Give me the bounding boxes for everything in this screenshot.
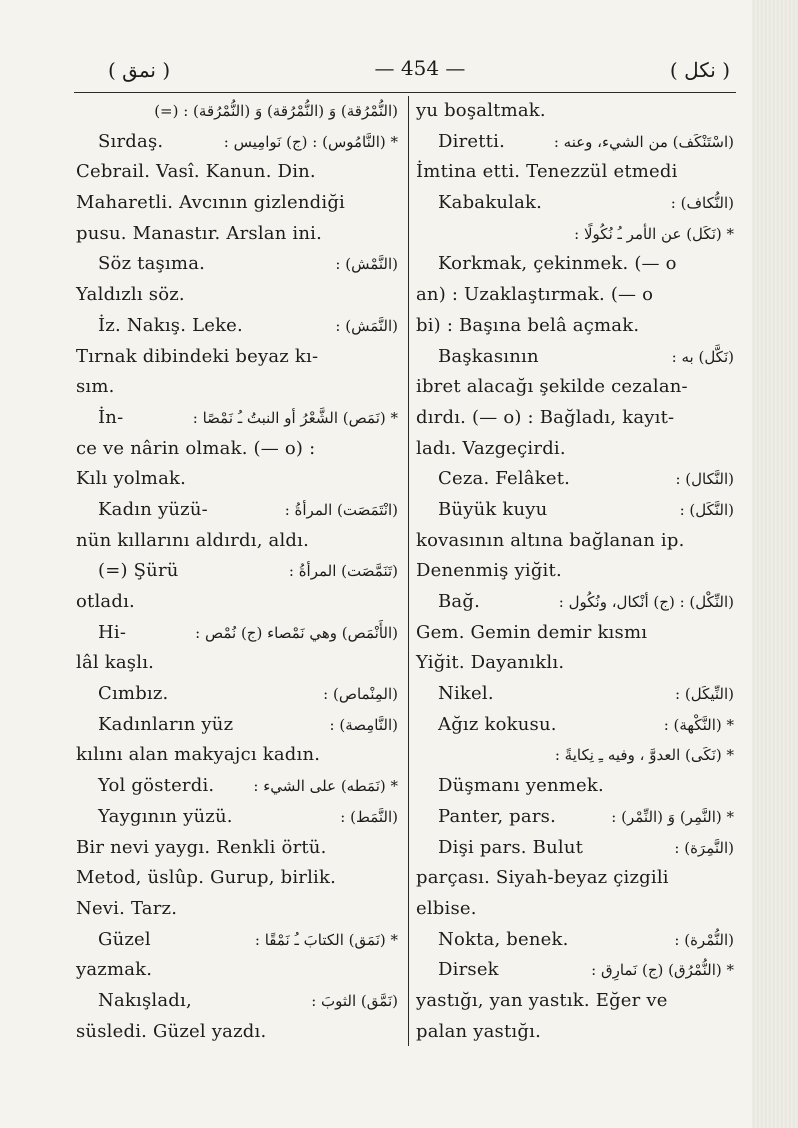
dictionary-line (76, 618, 398, 649)
entry-text: Ceza. Felâket. (438, 468, 571, 490)
dictionary-line (416, 188, 734, 219)
dictionary-line (416, 618, 734, 649)
arabic-headword: (النَّامِصة) : (329, 715, 398, 734)
entry-text: kılını alan makyajcı kadın. (76, 744, 321, 766)
dictionary-line (416, 925, 734, 956)
entry-text: Bağ. (438, 591, 481, 612)
dictionary-line (416, 157, 734, 188)
arabic-headword: * (نَكَل) عن الأمر ـُ نُكُولًا : (574, 224, 734, 243)
entry-text: Dirsek (438, 959, 499, 981)
entry-text: Kabakulak. (438, 192, 543, 214)
entry-text: Düşmanı yenmek. (438, 775, 604, 797)
entry-text: kovasının altına bağlanan ip. (416, 529, 685, 551)
arabic-headword: (نَمَّق) الثوبَ : (311, 991, 398, 1010)
entry-text: palan yastığı. (416, 1020, 541, 1042)
entry-text: Cebrail. Vasî. Kanun. Din. (76, 161, 316, 183)
entry-text: Bir nevi yaygı. Renkli örtü. (76, 836, 327, 858)
entry-text: parçası. Siyah-beyaz çizgili (416, 867, 669, 889)
arabic-headword: (النُّكاف) : (670, 194, 734, 213)
entry-text: İmtina etti. Tenezzül etmedi (416, 161, 678, 183)
dictionary-line (76, 679, 398, 710)
dictionary-line (416, 219, 734, 250)
entry-text: Yol gösterdi. (98, 775, 215, 797)
dictionary-line (76, 894, 398, 925)
entry-text: Yaldızlı söz. (76, 284, 185, 306)
dictionary-line (416, 986, 734, 1017)
arabic-headword: (النُّمْرُقة) وَ (النُّمْرُقة) وَ (النُّمْرُقة) : (=) (154, 102, 398, 120)
dictionary-line (416, 96, 734, 127)
dictionary-line (76, 710, 398, 741)
entry-text: Ağız kokusu. (438, 713, 557, 735)
entry-text: dırdı. (— o) : Bağladı, kayıt- (416, 406, 675, 428)
entry-text: Dişi pars. Bulut (438, 836, 584, 858)
arabic-headword: * (نَمَطه) على الشيء : (253, 777, 398, 796)
entry-text: Cımbız. (98, 683, 169, 705)
dictionary-line (416, 802, 734, 833)
dictionary-line (76, 127, 398, 158)
dictionary-line (416, 648, 734, 679)
dictionary-line (416, 710, 734, 741)
entry-text: lâl kaşlı. (76, 652, 155, 674)
dictionary-line (416, 464, 734, 495)
dictionary-line (76, 188, 398, 219)
dictionary-line (76, 157, 398, 188)
dictionary-line (76, 587, 398, 618)
dictionary-line (76, 342, 398, 373)
dictionary-line (76, 955, 398, 986)
arabic-headword: * (النَّكْهة) : (663, 715, 734, 734)
arabic-headword: * (النُّمْرُق) (ج) نَمارِق : (591, 961, 734, 980)
entry-text: pusu. Manastır. Arslan ini. (76, 222, 323, 244)
column-divider (408, 96, 409, 1046)
dictionary-line (76, 1017, 398, 1048)
arabic-headword: (تَنَمَّصَت) المرأةُ : (288, 562, 398, 581)
entry-text: otladı. (76, 591, 135, 612)
entry-text: süsledi. Güzel yazdı. (76, 1020, 267, 1042)
dictionary-line (416, 833, 734, 864)
entry-text: Korkmak, çekinmek. (— o (438, 253, 677, 275)
entry-text: Maharetli. Avcının gizlendiği (76, 192, 345, 214)
entry-text: elbise. (416, 897, 477, 919)
entry-text: yu boşaltmak. (416, 100, 546, 121)
arabic-headword: (النَّكَل) : (679, 500, 734, 519)
entry-text: İn- (98, 406, 124, 428)
entry-text: Yaygının yüzü. (98, 805, 233, 827)
header-left-guide-word: ( نمق ) (108, 58, 171, 82)
dictionary-line (76, 740, 398, 771)
dictionary-line (416, 311, 734, 342)
entry-text: Kadın yüzü- (98, 498, 208, 520)
entry-text: İz. Nakış. Leke. (98, 314, 243, 336)
dictionary-line (76, 495, 398, 526)
arabic-headword: * (نَكَى) العدوَّ ، وفيه ـِ نِكايةً : (554, 746, 734, 765)
dictionary-line (416, 280, 734, 311)
dictionary-line (416, 526, 734, 557)
dictionary-line (76, 833, 398, 864)
arabic-headword: (النَّمَش) : (335, 316, 398, 335)
arabic-headword: (المِنْماص) : (323, 685, 398, 704)
arabic-headword: * (نَمَق) الكتابَ ـُ نَمْقًا : (254, 930, 398, 949)
arabic-headword: (النُّمْرة) : (674, 930, 734, 949)
dictionary-line (416, 740, 734, 771)
dictionary-line (416, 249, 734, 280)
dictionary-line (76, 771, 398, 802)
right-column (416, 96, 734, 1047)
dictionary-line (76, 219, 398, 250)
dictionary-line (416, 863, 734, 894)
dictionary-line (416, 1017, 734, 1048)
dictionary-line (416, 372, 734, 403)
entry-text: yazmak. (76, 959, 153, 981)
entry-text: Yiğit. Dayanıklı. (416, 652, 565, 674)
entry-text: Kadınların yüz (98, 713, 234, 735)
dictionary-line (76, 526, 398, 557)
dictionary-line (416, 771, 734, 802)
arabic-headword: (انْتَمَصَت) المرأةُ : (284, 500, 398, 519)
dictionary-line (76, 556, 398, 587)
dictionary-line (76, 464, 398, 495)
entry-text: Hi- (98, 621, 127, 643)
dictionary-line (416, 403, 734, 434)
entry-text: Nevi. Tarz. (76, 897, 178, 919)
dictionary-line (76, 403, 398, 434)
entry-text: nün kıllarını aldırdı, aldı. (76, 529, 310, 551)
arabic-headword: * (النَّامُوس) : (ج) نَوامِيس : (223, 132, 398, 151)
entry-text: ibret alacağı şekilde cezalan- (416, 376, 688, 398)
dictionary-line (76, 986, 398, 1017)
entry-text: sım. (76, 376, 115, 398)
dictionary-line (416, 434, 734, 465)
dictionary-line (416, 495, 734, 526)
arabic-headword: (النِّكْل) : (ج) أنْكال، ونُكُول : (558, 593, 734, 611)
entry-text: Panter, pars. (438, 805, 557, 827)
arabic-headword: (النَّكال) : (675, 470, 734, 489)
header-right-guide-word: ( نكل ) (669, 58, 730, 82)
entry-text: (=) Şürü (98, 560, 179, 582)
entry-text: Metod, üslûp. Gurup, birlik. (76, 867, 337, 889)
entry-text: Kılı yolmak. (76, 468, 187, 490)
entry-text: Başkasının (438, 345, 539, 367)
arabic-headword: (اسْتَنْكَف) من الشيء، وعنه : (553, 132, 734, 151)
entry-text: an) : Uzaklaştırmak. (— o (416, 284, 654, 306)
entry-text: Nokta, benek. (438, 928, 569, 950)
entry-text: Söz taşıma. (98, 253, 206, 275)
dictionary-line (76, 925, 398, 956)
page-header (100, 56, 740, 86)
dictionary-line (416, 127, 734, 158)
entry-text: Sırdaş. (98, 130, 164, 152)
dictionary-line (416, 587, 734, 618)
arabic-headword: (نَكَّل) به : (671, 347, 734, 366)
entry-text: Güzel (98, 928, 151, 950)
dictionary-line (76, 311, 398, 342)
arabic-headword: * (نَمَص) الشَّعْرُ أو النبتُ ـُ نَمْصًا : (192, 408, 398, 427)
dictionary-line (416, 955, 734, 986)
dictionary-line (76, 863, 398, 894)
arabic-headword: (الأَنْمَص) وهي نَمْصاء (ج) نُمْص : (195, 623, 398, 642)
dictionary-line (76, 280, 398, 311)
entry-text: Büyük kuyu (438, 498, 548, 520)
entry-text: Nikel. (438, 683, 494, 705)
entry-text: Nakışladı, (98, 989, 192, 1011)
arabic-headword: (النَّمِرَة) : (674, 838, 734, 857)
arabic-headword: (النَّمَط) : (340, 807, 398, 826)
dictionary-line (416, 894, 734, 925)
page-number: — 454 — (374, 56, 466, 80)
dictionary-line (416, 342, 734, 373)
entry-text: ce ve nârin olmak. (— o) : (76, 437, 316, 459)
arabic-headword: (النَّمْش) : (335, 255, 398, 274)
dictionary-line (416, 556, 734, 587)
arabic-headword: * (النَّمِر) وَ (النِّمْر) : (611, 807, 734, 826)
dictionary-line (76, 648, 398, 679)
entry-text: Diretti. (438, 130, 505, 152)
dictionary-line (76, 96, 398, 127)
left-column (76, 96, 398, 1047)
entry-text: bi) : Başına belâ açmak. (416, 314, 640, 336)
entry-text: ladı. Vazgeçirdi. (416, 437, 566, 459)
dictionary-line (76, 802, 398, 833)
dictionary-line (76, 372, 398, 403)
dictionary-line (416, 679, 734, 710)
entry-text: Denenmiş yiğit. (416, 560, 562, 582)
arabic-headword: (النِّيكَل) : (675, 685, 734, 704)
page-edge (752, 0, 798, 1128)
entry-text: Gem. Gemin demir kısmı (416, 621, 648, 643)
dictionary-line (76, 434, 398, 465)
header-rule (74, 92, 736, 93)
entry-text: Tırnak dibindeki beyaz kı- (76, 345, 319, 367)
entry-text: yastığı, yan yastık. Eğer ve (416, 989, 668, 1011)
dictionary-line (76, 249, 398, 280)
